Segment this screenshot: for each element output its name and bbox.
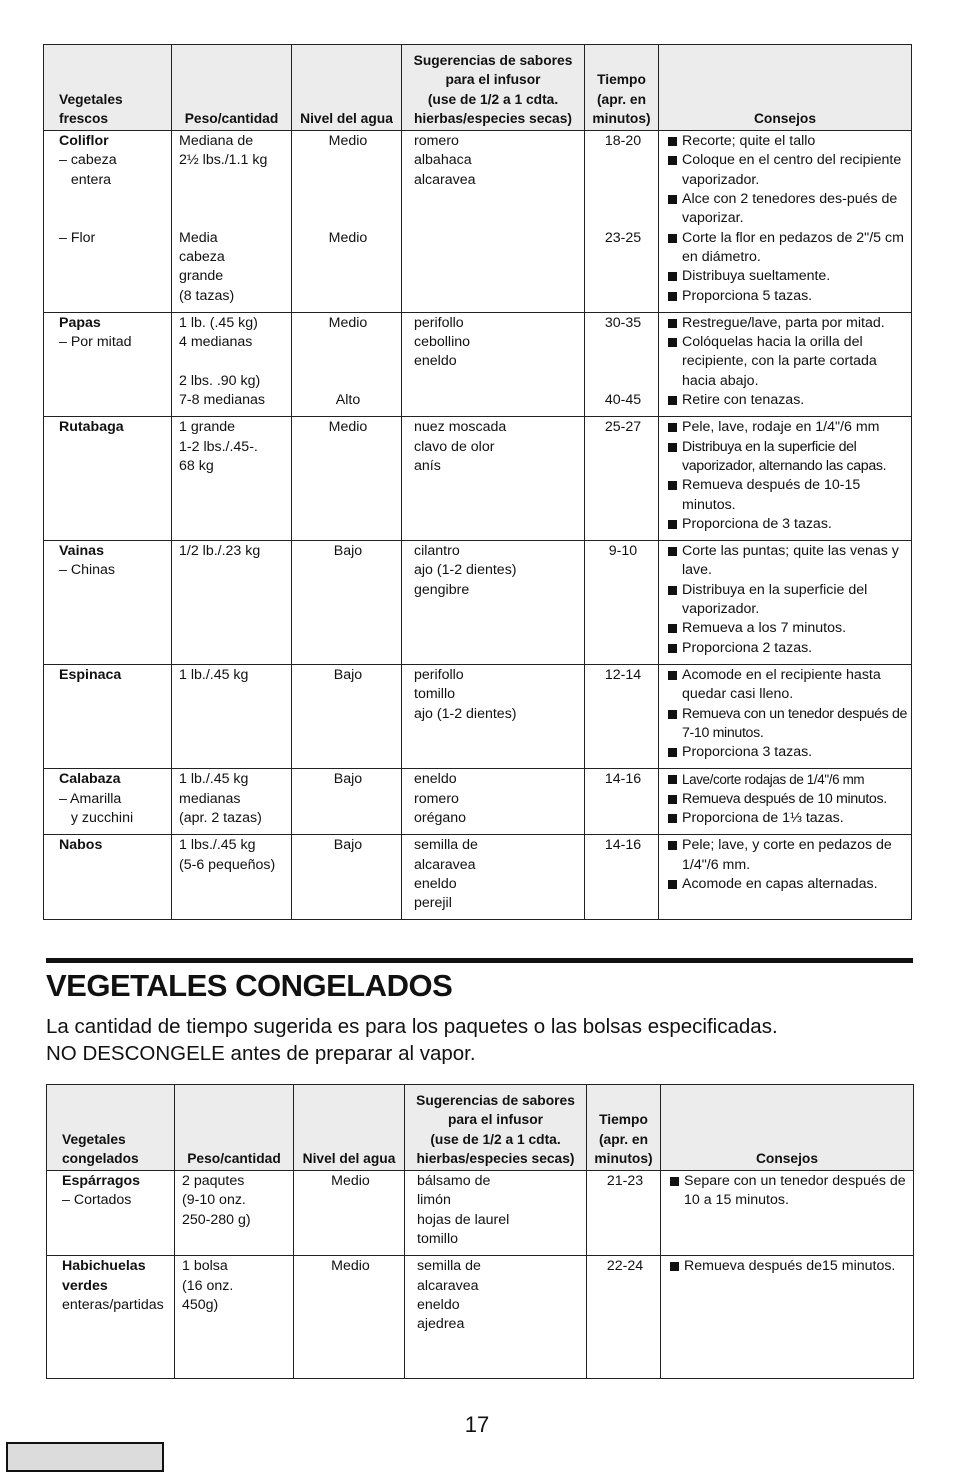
tip-item: Recorte; quite el tallo	[668, 132, 909, 151]
flavors-cell: semilla de alcaravea eneldo perejil	[402, 835, 585, 920]
flavors-cell: bálsamo de limón hojas de laurel tomillo	[405, 1171, 587, 1256]
header-vegetable: Vegetales congelados	[47, 1085, 175, 1171]
tip-item: Remueva a los 7 minutos.	[668, 619, 909, 638]
table-row	[47, 1171, 914, 1256]
flavors-cell: perifollo cebollino eneldo	[402, 312, 585, 416]
bullet-square-icon	[668, 671, 677, 680]
water-level-cell: Medio Medio	[292, 131, 402, 313]
tip-item: Proporciona 3 tazas.	[668, 743, 909, 762]
vegetable-cell: Espinaca	[44, 664, 172, 768]
tips-cell	[661, 1171, 914, 1256]
table-row	[44, 417, 912, 541]
weight-cell: 1 lb./.45 kg medianas (apr. 2 tazas)	[172, 769, 292, 835]
bullet-square-icon	[668, 547, 677, 556]
bullet-square-icon	[668, 814, 677, 823]
vegetable-cell: Vainas – Chinas	[44, 541, 172, 665]
tip-item: Remueva con un tenedor después de 7-10 minutos.	[668, 705, 909, 744]
header-weight: Peso/cantidad	[175, 1085, 294, 1171]
section-intro: La cantidad de tiempo sugerida es para los paquetes o las bolsas especificadas. NO DESCONGELE antes de preparar al vapor.	[46, 1015, 778, 1065]
tip-item: Proporciona de 3 tazas.	[668, 515, 909, 534]
bullet-square-icon	[668, 195, 677, 204]
section-heading: VEGETALES CONGELADOS	[46, 968, 453, 1003]
vegetable-cell: Espárragos – Cortados	[47, 1171, 175, 1256]
tip-item: Retire con tenazas.	[668, 391, 909, 410]
bullet-square-icon	[668, 443, 677, 452]
header-tips: Consejos	[661, 1085, 914, 1171]
frozen-vegetables-table	[46, 1084, 914, 1379]
tip-item: Distribuya sueltamente.	[668, 267, 909, 286]
vegetable-cell: Habichuelas verdes enteras/partidas	[47, 1256, 175, 1379]
header-water: Nivel del agua	[294, 1085, 405, 1171]
table-row	[44, 131, 912, 313]
section-divider	[46, 958, 913, 963]
tip-item: Restregue/lave, parta por mitad.	[668, 314, 909, 333]
tips-cell	[659, 664, 912, 768]
bullet-square-icon	[668, 396, 677, 405]
tip-item: Proporciona de 1⅓ tazas.	[668, 809, 909, 828]
bullet-square-icon	[668, 338, 677, 347]
flavors-cell: semilla de alcaravea eneldo ajedrea	[405, 1256, 587, 1379]
tip-item: Corte la flor en pedazos de 2"/5 cm en diámetro.	[668, 229, 909, 268]
header-flavors: Sugerencias de sabores para el infusor (use de 1/2 a 1 cdta. hierbas/especies secas)	[405, 1085, 587, 1171]
time-cell: 25-27	[585, 417, 659, 541]
bullet-square-icon	[670, 1262, 679, 1271]
tip-item: Colóquelas hacia la orilla del recipiente, con la parte cortada hacia abajo.	[668, 333, 909, 391]
fresh-vegetables-table	[43, 44, 912, 920]
time-cell: 18-20 23-25	[585, 131, 659, 313]
tip-item: Pele; lave, y corte en pedazos de 1/4"/6 mm.	[668, 836, 909, 875]
time-cell: 22-24	[587, 1256, 661, 1379]
vegetable-cell: Rutabaga	[44, 417, 172, 541]
vegetable-cell: Calabaza – Amarilla y zucchini	[44, 769, 172, 835]
tip-item: Separe con un tenedor después de 10 a 15 minutos.	[670, 1172, 911, 1211]
tips-cell	[659, 417, 912, 541]
header-vegetable: Vegetales frescos	[44, 45, 172, 131]
table-header-row	[47, 1085, 914, 1171]
time-cell: 30-35 40-45	[585, 312, 659, 416]
bullet-square-icon	[668, 156, 677, 165]
tip-item: Alce con 2 tenedores des-pués de vaporizar.	[668, 190, 909, 229]
bullet-square-icon	[668, 880, 677, 889]
weight-cell: 1 lb. (.45 kg) 4 medianas 2 lbs. .90 kg) 7-8 medianas	[172, 312, 292, 416]
tip-item: Proporciona 2 tazas.	[668, 639, 909, 658]
tip-item: Coloque en el centro del recipiente vaporizador.	[668, 151, 909, 190]
header-weight: Peso/cantidad	[172, 45, 292, 131]
tips-cell	[659, 769, 912, 835]
table-row	[44, 835, 912, 920]
tip-item: Proporciona 5 tazas.	[668, 287, 909, 306]
tip-item: Remueva después de 10-15 minutos.	[668, 476, 909, 515]
bullet-square-icon	[668, 586, 677, 595]
header-water: Nivel del agua	[292, 45, 402, 131]
tips-cell	[659, 312, 912, 416]
table-header-row	[44, 45, 912, 131]
tip-item: Acomode en el recipiente hasta quedar casi lleno.	[668, 666, 909, 705]
tips-cell	[659, 131, 912, 313]
tips-cell	[659, 541, 912, 665]
flavors-cell: eneldo romero orégano	[402, 769, 585, 835]
header-flavors: Sugerencias de sabores para el infusor (use de 1/2 a 1 cdta. hierbas/especies secas)	[402, 45, 585, 131]
vegetable-cell: Papas – Por mitad	[44, 312, 172, 416]
tip-item: Distribuya en la superficie del vaporizador, alternando las capas.	[668, 438, 909, 477]
corner-marker-box	[6, 1442, 164, 1472]
table-row	[44, 664, 912, 768]
table-row	[44, 769, 912, 835]
weight-cell: 1 lb./.45 kg	[172, 664, 292, 768]
tips-cell	[661, 1256, 914, 1379]
bullet-square-icon	[668, 272, 677, 281]
bullet-square-icon	[668, 137, 677, 146]
vegetable-cell: Coliflor – cabeza entera – Flor	[44, 131, 172, 313]
bullet-square-icon	[668, 234, 677, 243]
tip-item: Acomode en capas alternadas.	[668, 875, 909, 894]
tip-item: Lave/corte rodajas de 1/4"/6 mm	[668, 770, 909, 789]
flavors-cell: cilantro ajo (1-2 dientes) gengibre	[402, 541, 585, 665]
bullet-square-icon	[668, 795, 677, 804]
tip-item: Remueva después de 10 minutos.	[668, 790, 909, 809]
time-cell: 9-10	[585, 541, 659, 665]
flavors-cell: perifollo tomillo ajo (1-2 dientes)	[402, 664, 585, 768]
header-tips: Consejos	[659, 45, 912, 131]
time-cell: 21-23	[587, 1171, 661, 1256]
header-time: Tiempo (apr. en minutos)	[585, 45, 659, 131]
tips-cell	[659, 835, 912, 920]
weight-cell: 1 grande 1-2 lbs./.45-. 68 kg	[172, 417, 292, 541]
tip-item: Distribuya en la superficie del vaporizador.	[668, 581, 909, 620]
bullet-square-icon	[668, 520, 677, 529]
water-level-cell: Bajo	[292, 835, 402, 920]
header-time: Tiempo (apr. en minutos)	[587, 1085, 661, 1171]
flavors-cell: romero albahaca alcaravea	[402, 131, 585, 313]
vegetable-cell: Nabos	[44, 835, 172, 920]
table-row	[47, 1256, 914, 1379]
time-cell: 12-14	[585, 664, 659, 768]
weight-cell: 1 lbs./.45 kg (5-6 pequeños)	[172, 835, 292, 920]
page-number: 17	[464, 1412, 490, 1437]
bullet-square-icon	[668, 292, 677, 301]
table-row	[44, 541, 912, 665]
flavors-cell: nuez moscada clavo de olor anís	[402, 417, 585, 541]
bullet-square-icon	[668, 644, 677, 653]
tip-item: Remueva después de15 minutos.	[670, 1257, 911, 1276]
water-level-cell: Bajo	[292, 664, 402, 768]
bullet-square-icon	[668, 319, 677, 328]
bullet-square-icon	[668, 841, 677, 850]
weight-cell: 1 bolsa (16 onz. 450g)	[175, 1256, 294, 1379]
bullet-square-icon	[670, 1177, 679, 1186]
weight-cell: 1/2 lb./.23 kg	[172, 541, 292, 665]
water-level-cell: Medio	[294, 1256, 405, 1379]
water-level-cell: Bajo	[292, 769, 402, 835]
bullet-square-icon	[668, 481, 677, 490]
time-cell: 14-16	[585, 769, 659, 835]
water-level-cell: Medio	[294, 1171, 405, 1256]
tip-item: Corte las puntas; quite las venas y lave.	[668, 542, 909, 581]
bullet-square-icon	[668, 748, 677, 757]
bullet-square-icon	[668, 775, 677, 784]
bullet-square-icon	[668, 710, 677, 719]
weight-cell: Mediana de 2½ lbs./1.1 kg Media cabeza grande (8 tazas)	[172, 131, 292, 313]
weight-cell: 2 paqutes (9-10 onz. 250-280 g)	[175, 1171, 294, 1256]
water-level-cell: Bajo	[292, 541, 402, 665]
tip-item: Pele, lave, rodaje en 1/4"/6 mm	[668, 418, 909, 437]
bullet-square-icon	[668, 624, 677, 633]
water-level-cell: Medio	[292, 417, 402, 541]
table-row	[44, 312, 912, 416]
time-cell: 14-16	[585, 835, 659, 920]
water-level-cell: Medio Alto	[292, 312, 402, 416]
bullet-square-icon	[668, 423, 677, 432]
